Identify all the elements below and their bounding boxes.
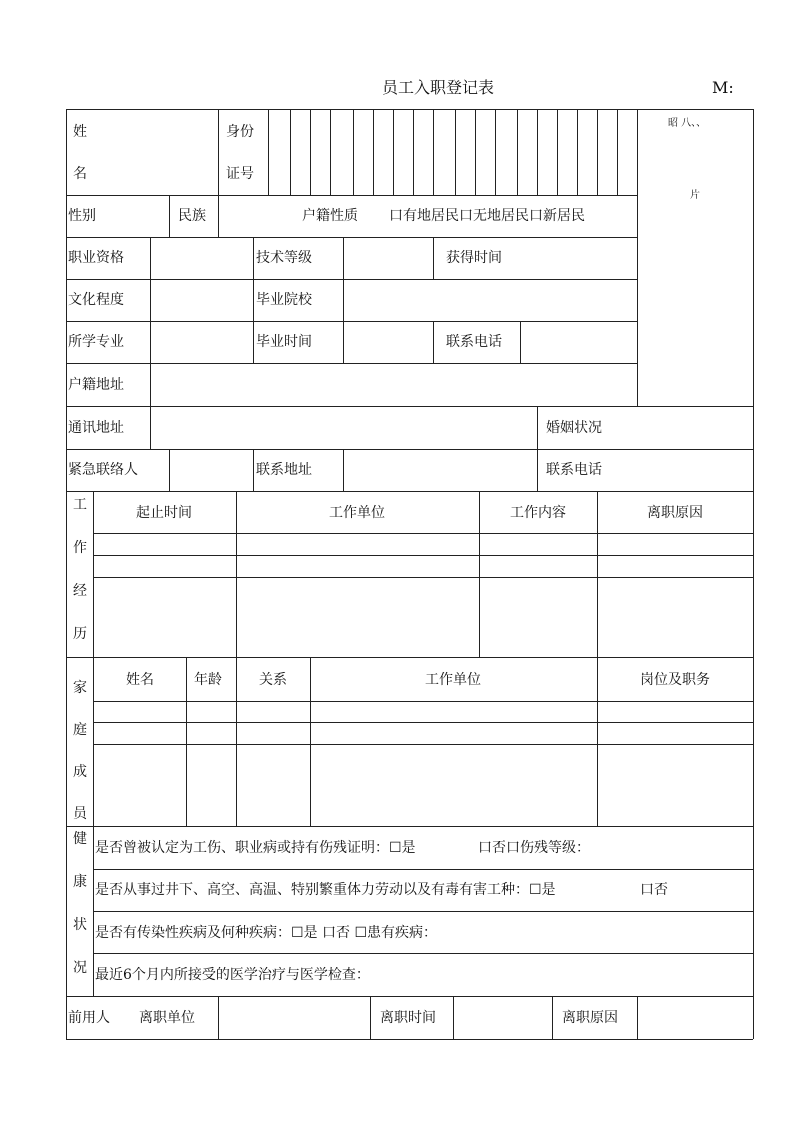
mail-address-label: 通讯地址 (68, 420, 124, 436)
education-label: 文化程度 (68, 292, 124, 308)
family-side-char: 员 (73, 806, 87, 822)
family-side-char: 庭 (73, 722, 87, 738)
id-number-label: 身份 (226, 124, 254, 140)
family-side-char: 家 (73, 680, 87, 696)
resign-time-label: 离职时间 (380, 1010, 436, 1026)
health-question-hazardous-work: 是否从事过井下、高空、高温、特别繁重体力劳动以及有毒有害工种：☐是 (95, 882, 556, 898)
family-header: 关系 (259, 672, 287, 688)
form-number-label: M: (712, 78, 734, 97)
health-side-char: 健 (73, 831, 87, 847)
previous-employer-label: 前用人 (68, 1010, 110, 1026)
tech-level-label: 技术等级 (256, 250, 312, 266)
gender-label: 性别 (68, 208, 96, 224)
work-side-char: 经 (73, 583, 87, 599)
family-side-char: 成 (73, 764, 87, 780)
work-header: 起止时间 (136, 505, 192, 521)
qualification-label: 职业资格 (68, 250, 124, 266)
id-number-label-2: 证号 (226, 166, 254, 182)
form-title: 员工入职登记表 (382, 78, 495, 97)
resign-reason-label: 离职原因 (562, 1010, 618, 1026)
work-header: 工作单位 (329, 505, 385, 521)
emergency-phone-label: 联系电话 (546, 462, 602, 478)
school-label: 毕业院校 (256, 292, 312, 308)
marital-label: 婚姻状况 (546, 420, 602, 436)
family-header: 姓名 (126, 672, 154, 688)
health-side-char: 状 (73, 917, 87, 933)
major-label: 所学专业 (68, 334, 124, 350)
work-side-char: 历 (73, 626, 87, 642)
family-header: 岗位及职务 (640, 672, 710, 688)
family-header: 年龄 (194, 672, 222, 688)
photo-label-2: 片 (690, 190, 700, 201)
family-header: 工作单位 (425, 672, 481, 688)
work-header: 离职原因 (647, 505, 703, 521)
resign-unit-label: 离职单位 (139, 1010, 195, 1026)
emergency-contact-label: 紧急联络人 (68, 462, 138, 478)
photo-label: 昭 八、、 (668, 118, 707, 129)
household-options: 口有地居民口无地居民口新居民 (389, 208, 585, 224)
name-label-2: 名 (73, 166, 87, 182)
obtain-time-label: 获得时间 (446, 250, 502, 266)
grad-time-label: 毕业时间 (256, 334, 312, 350)
household-address-label: 户籍地址 (68, 377, 124, 393)
work-side-char: 工 (73, 497, 87, 513)
work-header: 工作内容 (510, 505, 566, 521)
work-side-char: 作 (73, 540, 87, 556)
health-side-char: 康 (73, 874, 87, 890)
ethnicity-label: 民族 (178, 208, 206, 224)
name-label: 姓 (73, 124, 87, 140)
health-question-injury-tail: 口否口伤残等级： (478, 840, 590, 856)
health-question-hazardous-work-tail: 口否 (640, 882, 668, 898)
health-side-char: 况 (73, 960, 87, 976)
phone-label: 联系电话 (446, 334, 502, 350)
health-question-infectious: 是否有传染性疾病及何种疾病：☐是 口否 ☐患有疾病： (95, 925, 438, 941)
contact-address-label: 联系地址 (256, 462, 312, 478)
household-type-label: 户籍性质 (302, 208, 358, 224)
health-question-injury: 是否曾被认定为工伤、职业病或持有伤残证明：☐是 (95, 840, 416, 856)
health-question-medical: 最近6个月内所接受的医学治疗与医学检查： (95, 967, 370, 983)
